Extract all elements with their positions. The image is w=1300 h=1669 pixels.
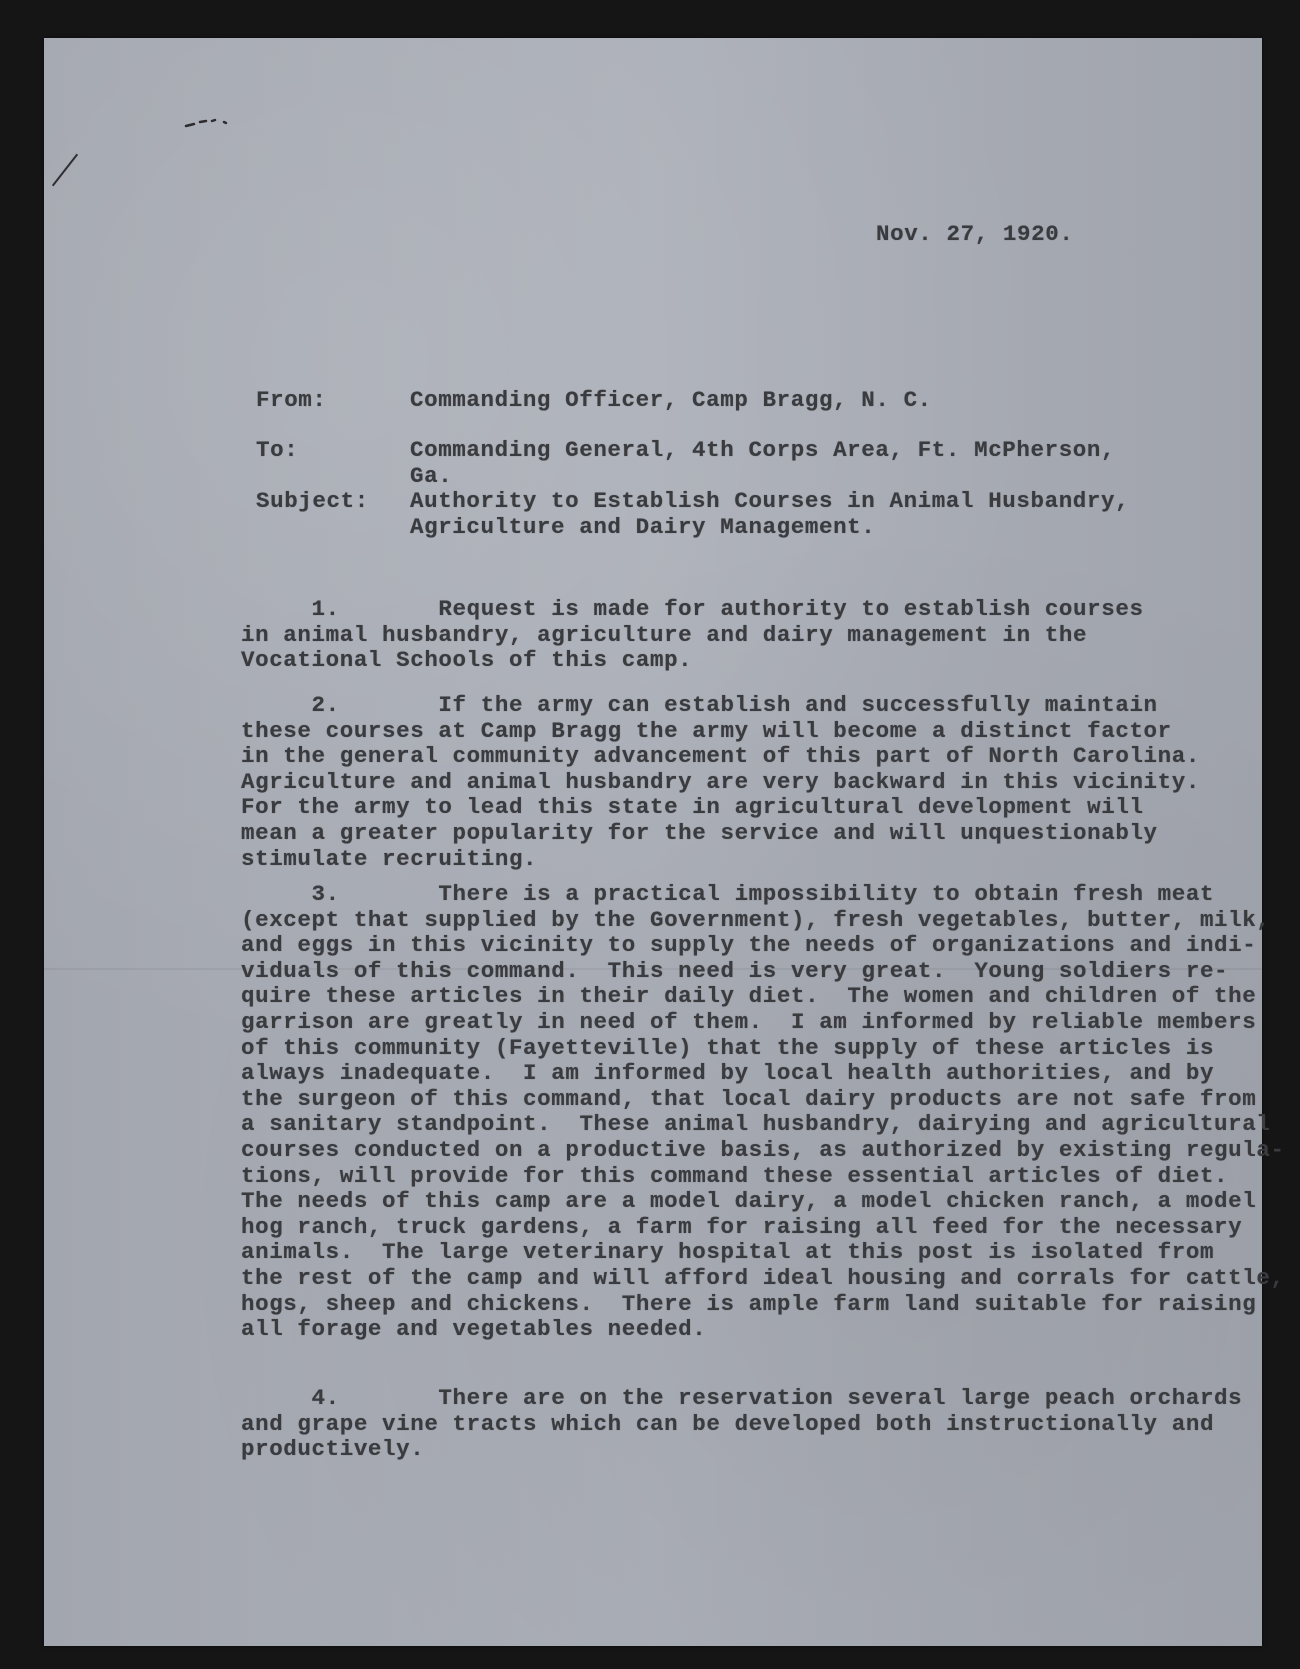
paragraph-line: stimulate recruiting.	[241, 845, 538, 872]
ink-marks	[184, 116, 254, 130]
paragraph-3	[241, 881, 1285, 1343]
paragraph-line: and grape vine tracts which can be developed both instructionally and	[241, 1410, 1215, 1437]
to-value	[410, 438, 1115, 489]
paragraph-line: quire these articles in their daily diet. The women and children of the	[241, 983, 1257, 1010]
to-value-line: Ga.	[410, 462, 453, 489]
paragraph-line: of this community (Fayetteville) that the supply of these articles is	[241, 1034, 1215, 1061]
subject-value-line: Authority to Establish Courses in Animal Husbandry,	[410, 488, 1130, 514]
paragraph-line: the surgeon of this command, that local dairy products are not safe from	[241, 1085, 1257, 1112]
paragraph-line: a sanitary standpoint. These animal husbandry, dairying and agricultural	[241, 1111, 1271, 1138]
paragraph-line: the rest of the camp and will afford ideal housing and corrals for cattle,	[241, 1264, 1285, 1291]
paragraph-line: The needs of this camp are a model dairy, a model chicken ranch, a model	[241, 1188, 1257, 1215]
paragraph-line: (except that supplied by the Government), fresh vegetables, butter, milk,	[241, 906, 1271, 933]
paragraph-2	[241, 693, 1251, 872]
subject-value-line: Agriculture and Dairy Management.	[410, 513, 876, 540]
paragraph-1	[241, 597, 1251, 674]
paragraph-line: Vocational Schools of this camp.	[241, 647, 693, 674]
paragraph-line: in animal husbandry, agriculture and dairy management in the	[241, 621, 1088, 648]
subject-value	[410, 489, 1129, 540]
paragraph-line: 4. There are on the reservation several large peach orchards	[241, 1385, 1243, 1411]
paragraph-line: and eggs in this vicinity to supply the needs of organizations and indi-	[241, 932, 1257, 959]
paragraph-line: garrison are greatly in need of them. I am informed by reliable members	[241, 1008, 1257, 1035]
letter-date: Nov. 27, 1920.	[876, 221, 1074, 247]
paragraph-line: hogs, sheep and chickens. There is ample farm land suitable for raising	[241, 1290, 1257, 1317]
paragraph-line: hog ranch, truck gardens, a farm for raising all feed for the necessary	[241, 1213, 1243, 1240]
paragraph-line: always inadequate. I am informed by local health authorities, and by	[241, 1060, 1215, 1087]
paragraph-line: 2. If the army can establish and successfully maintain	[241, 692, 1158, 718]
paragraph-line: animals. The large veterinary hospital at this post is isolated from	[241, 1239, 1215, 1266]
paragraph-line: 3. There is a practical impossibility to obtain fresh meat	[241, 881, 1215, 907]
from-label: From:	[256, 387, 327, 413]
paragraph-4	[241, 1386, 1251, 1463]
paragraph-line: viduals of this command. This need is very great. Young soldiers re-	[241, 957, 1229, 984]
to-value-line: Commanding General, 4th Corps Area, Ft. McPherson,	[410, 437, 1116, 463]
paragraph-line: Agriculture and animal husbandry are very backward in this vicinity.	[241, 768, 1200, 795]
letter-sheet	[44, 38, 1285, 1646]
paragraph-line: all forage and vegetables needed.	[241, 1316, 707, 1343]
to-label: To:	[256, 437, 299, 463]
paragraph-line: 1. Request is made for authority to establish courses	[241, 596, 1144, 622]
paragraph-line: in the general community advancement of this part of North Carolina.	[241, 743, 1200, 770]
pencil-mark	[52, 154, 78, 187]
paragraph-line: For the army to lead this state in agricultural development will	[241, 794, 1144, 821]
subject-label: Subject:	[256, 488, 369, 514]
paragraph-line: tions, will provide for this command these essential articles of diet.	[241, 1162, 1229, 1189]
paragraph-line: mean a greater popularity for the service and will unquestionably	[241, 819, 1158, 846]
paragraph-line: these courses at Camp Bragg the army will become a distinct factor	[241, 717, 1172, 744]
paragraph-line: productively.	[241, 1436, 425, 1463]
from-value: Commanding Officer, Camp Bragg, N. C.	[410, 387, 932, 413]
paragraph-line: courses conducted on a productive basis, as authorized by existing regula-	[241, 1136, 1285, 1163]
